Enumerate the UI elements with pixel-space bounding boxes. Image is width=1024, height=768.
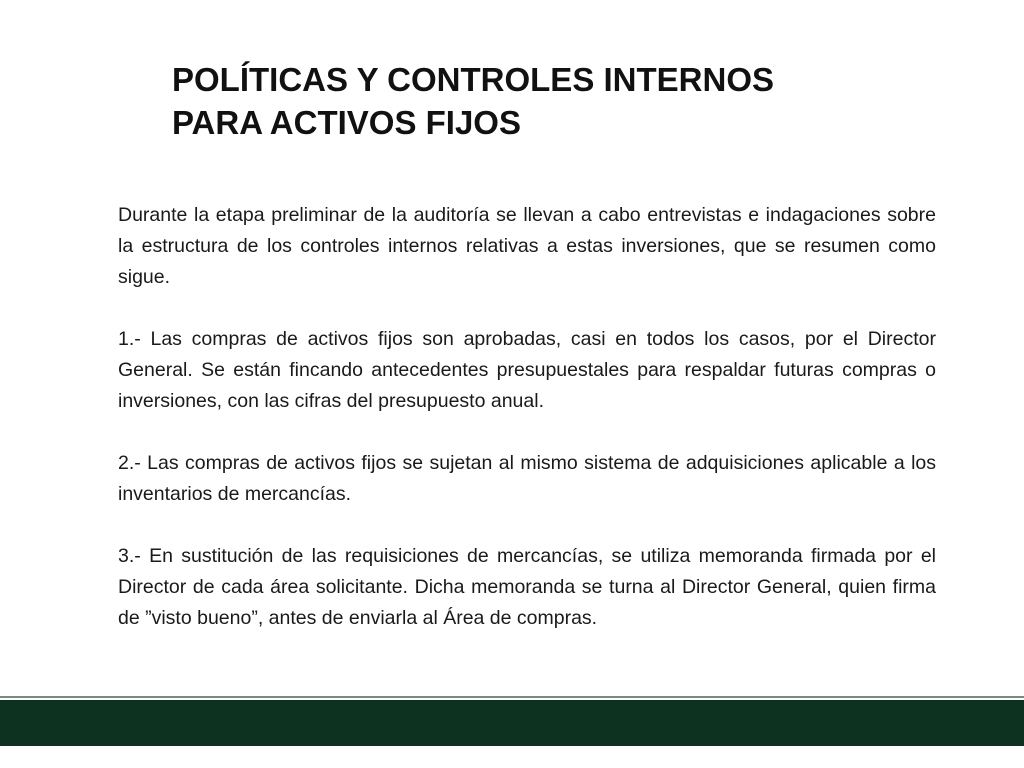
footer-divider [0, 696, 1024, 698]
slide-body [118, 200, 936, 634]
intro-paragraph: Durante la etapa preliminar de la auditoría se llevan a cabo entrevistas e indagaciones sobre la estructura de los controles internos relativas a estas inversiones, que se resumen como sigue. [118, 204, 936, 288]
slide-title-line-2: PARA ACTIVOS FIJOS [172, 104, 521, 141]
footer-band [0, 700, 1024, 746]
point-1-paragraph: 1.- Las compras de activos fijos son aprobadas, casi en todos los casos, por el Director General. Se están fincando antecedentes presupuestales para respaldar futuras compras o inversiones, con las cifras del presupuesto anual. [118, 328, 936, 412]
point-3-paragraph: 3.- En sustitución de las requisiciones de mercancías, se utiliza memoranda firmada por el Director de cada área solicitante. Dicha memoranda se turna al Director General, quien firma de ”visto bueno”, antes de enviarla al Área de compras. [118, 545, 936, 629]
point-2-paragraph: 2.- Las compras de activos fijos se sujetan al mismo sistema de adquisiciones aplicable a los inventarios de mercancías. [118, 452, 936, 505]
slide-title [172, 58, 892, 144]
slide-title-line-1: POLÍTICAS Y CONTROLES INTERNOS [172, 61, 775, 98]
